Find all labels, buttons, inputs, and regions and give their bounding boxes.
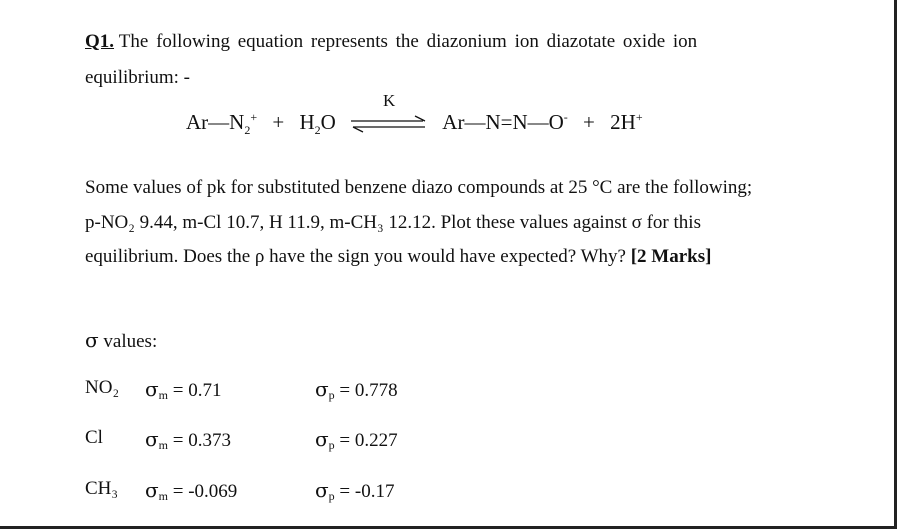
body-line-3 bbox=[85, 246, 711, 268]
marks-label: [2 Marks] bbox=[630, 246, 712, 267]
sigma-values-title bbox=[85, 328, 157, 353]
sigma-meta: σm = -0.069 bbox=[145, 478, 238, 503]
sigma-para: σp = 0.227 bbox=[315, 427, 398, 452]
sigma-meta: σm = 0.71 bbox=[145, 377, 222, 402]
equilibrium-constant-label: K bbox=[383, 91, 396, 111]
group-label: Cl bbox=[85, 427, 103, 448]
equilibrium-arrow bbox=[349, 91, 429, 135]
plus-sign-2: + bbox=[583, 110, 595, 134]
sigma-symbol: σ bbox=[85, 328, 99, 352]
equilibrium-equation bbox=[186, 91, 643, 138]
question-line-1 bbox=[85, 31, 697, 53]
sigma-title-text: values: bbox=[103, 331, 158, 352]
equilibrium-arrows-icon bbox=[349, 113, 429, 135]
plus-sign-1: + bbox=[272, 110, 285, 134]
question-line-2: equilibrium: - bbox=[85, 67, 191, 88]
sigma-meta: σm = 0.373 bbox=[145, 427, 231, 452]
sigma-para: σp = -0.17 bbox=[315, 478, 395, 503]
group-label: NO₂ bbox=[85, 377, 120, 398]
group-label: CH₃ bbox=[85, 478, 119, 499]
reactant-diazonium: $Ar—N_2^+$ bbox=[186, 110, 258, 138]
sigma-para: σp = 0.778 bbox=[315, 377, 398, 402]
body-line-1: Some values of pk for substituted benzene diazo compounds at 25 °C are the following; bbox=[85, 177, 753, 198]
product-protons: 2H+ bbox=[610, 110, 643, 134]
question-text-1: The following equation represents the diazonium ion diazotate oxide ion bbox=[118, 31, 698, 52]
body-line-3-text: equilibrium. Does the ρ have the sign you would have expected? Why? bbox=[85, 246, 626, 267]
body-line-2: p-NO₂ 9.44, m-Cl 10.7, H 11.9, m-CH₃ 12.12. Plot these values against σ for this bbox=[85, 212, 701, 233]
question-label: Q1. bbox=[85, 31, 115, 52]
reactant-water: $H_2O$ bbox=[299, 110, 336, 138]
product-diazotate: Ar—N=N—O- bbox=[442, 110, 568, 134]
